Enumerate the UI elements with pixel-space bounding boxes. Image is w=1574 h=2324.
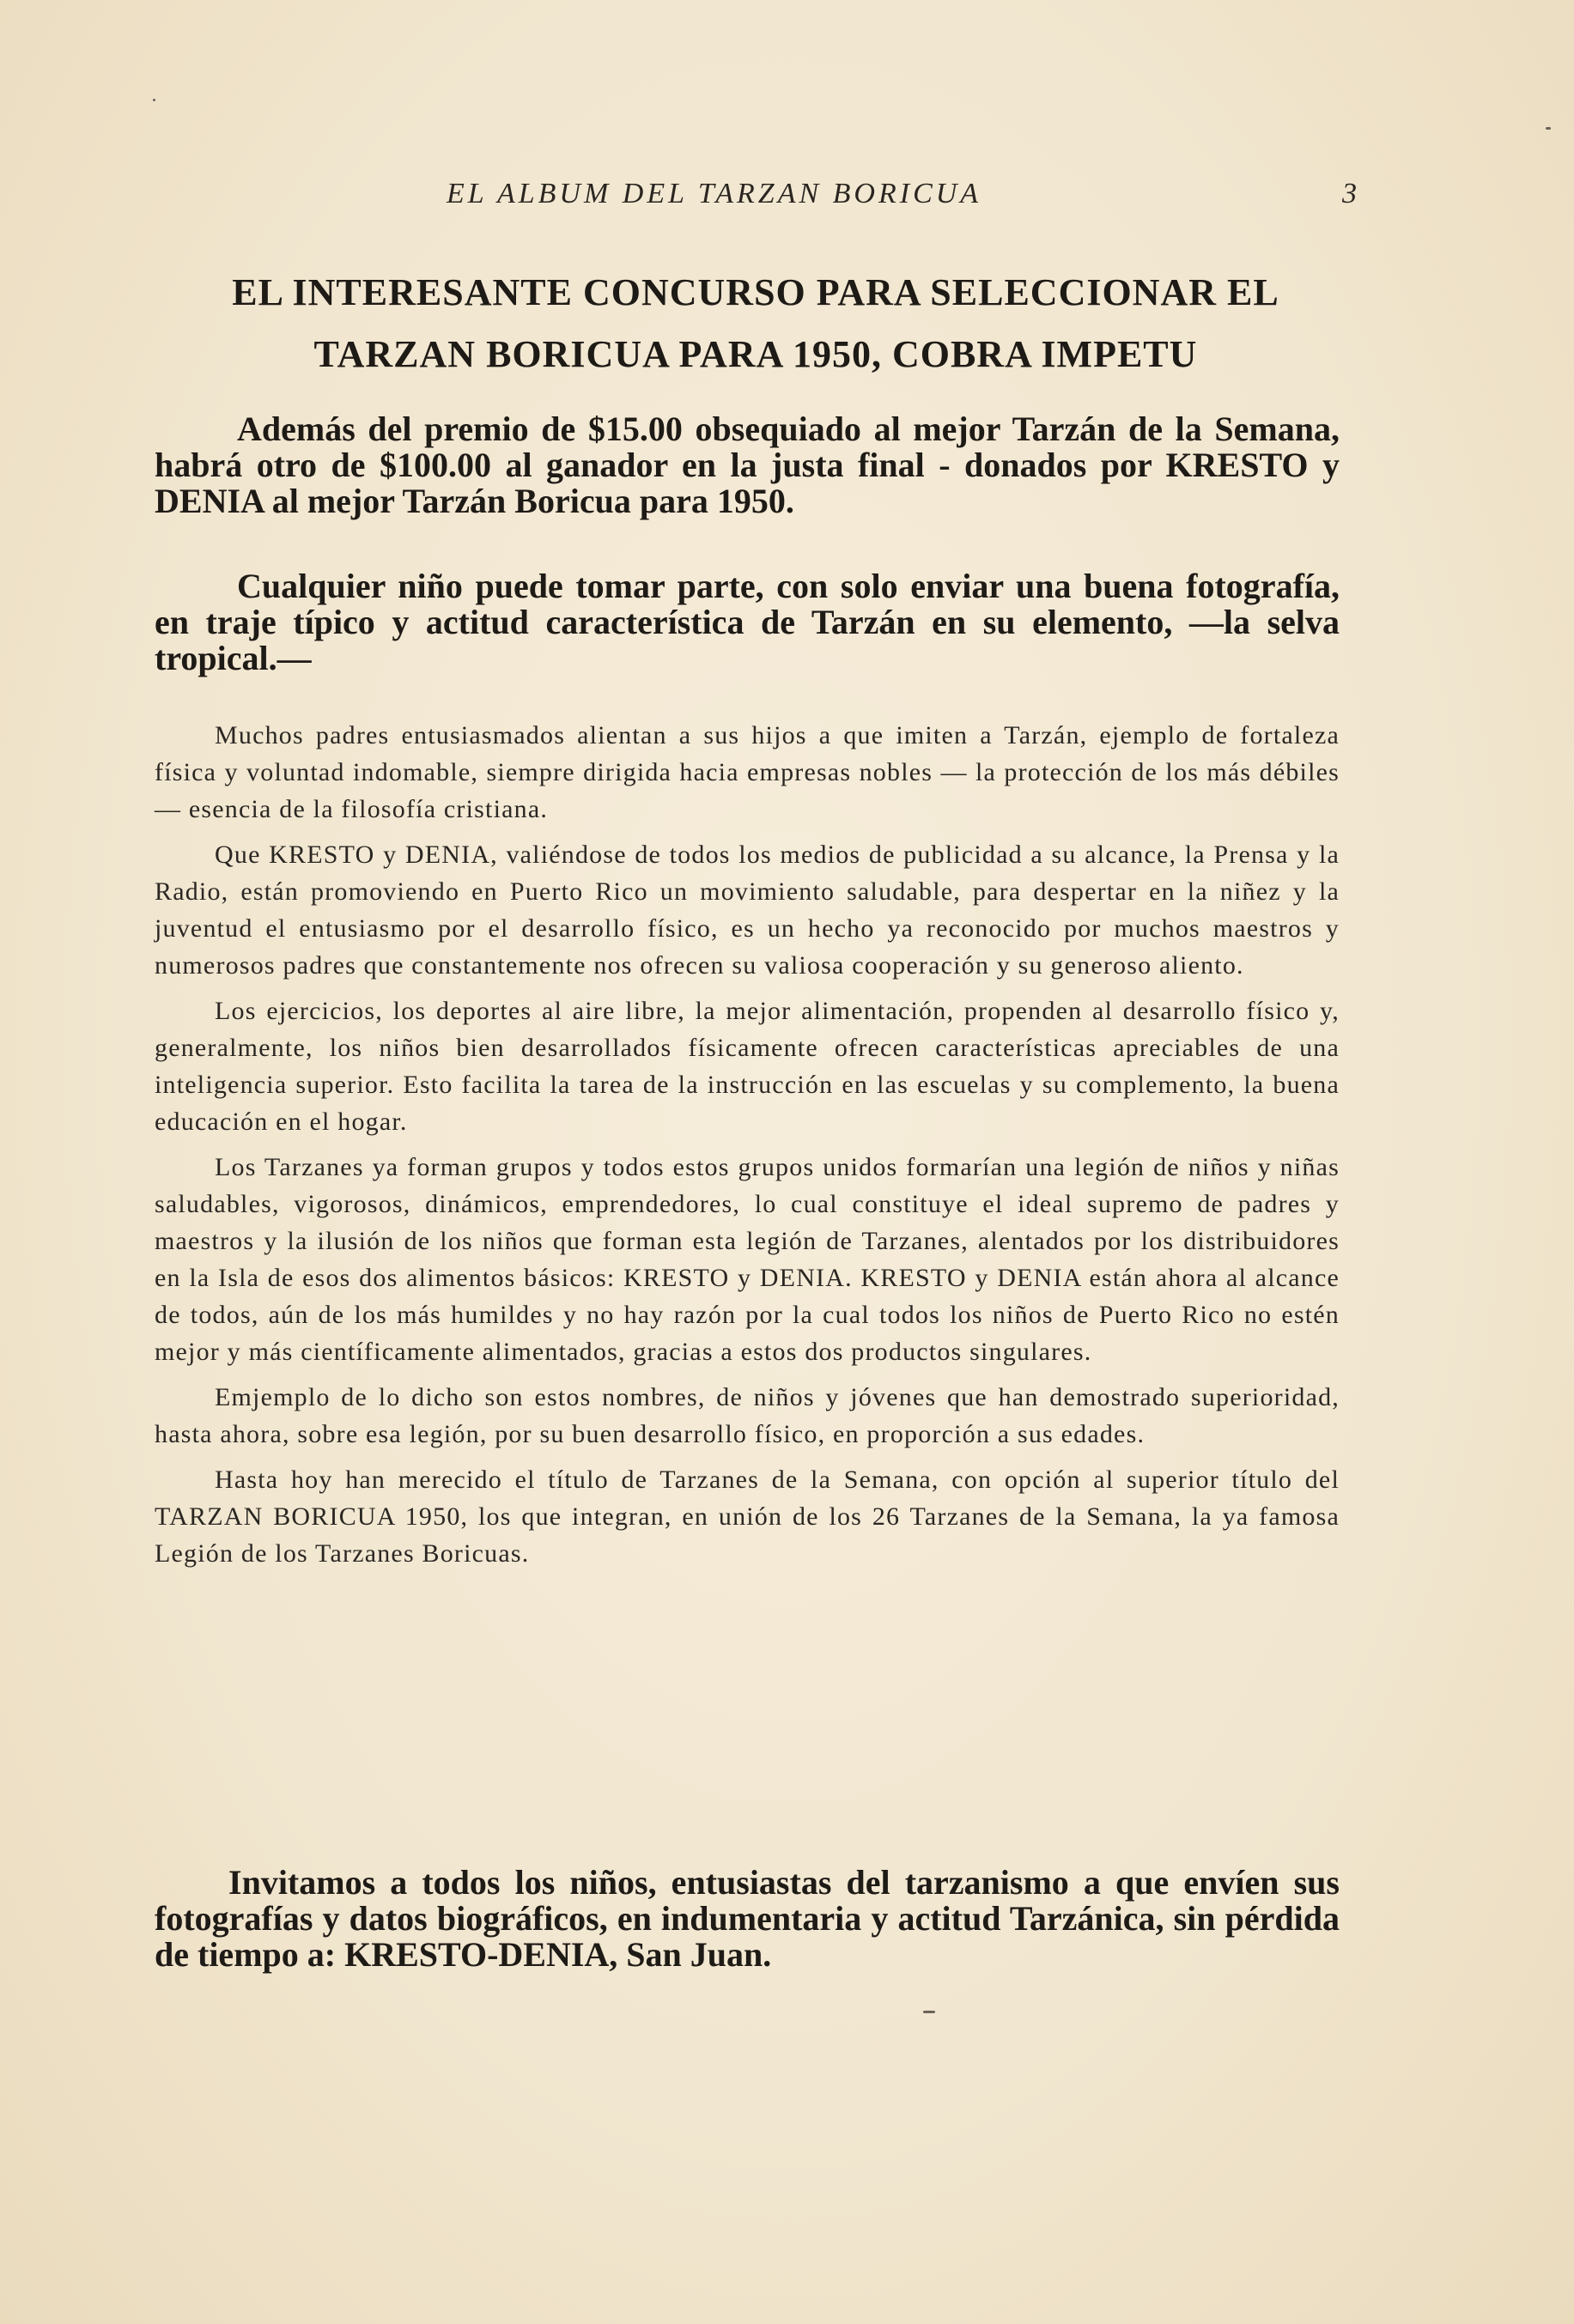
running-title: EL ALBUM DEL TARZAN BORICUA — [447, 178, 982, 209]
article-headline — [155, 262, 1357, 385]
article-body — [155, 717, 1340, 1581]
page-number: 3 — [1342, 178, 1357, 209]
print-speck — [1546, 127, 1551, 130]
headline-line-2: TARZAN BORICUA PARA 1950, COBRA IMPETU — [313, 333, 1198, 375]
print-speck — [153, 99, 155, 101]
lead-paragraph-eligibility: Cualquier niño puede tomar parte, con solo enviar una buena fotografía, en traje típico y actitud característica de Tarzán en su elemento, —la selva tropical.— — [155, 567, 1340, 677]
body-paragraph: Los Tarzanes ya forman grupos y todos estos grupos unidos formarían una legión de niños y niñas saludables, vigorosos, dinámicos, emprendedores, lo cual constituye el ideal supremo de padres y maestros y la ilusión de los niños que forman esta legión de Tarzanes, alentados por los distribuidores en la Isla de esos dos alimentos básicos: KRESTO y DENIA. KRESTO y DENIA están ahora al alcance de todos, aún de los más humildes y no hay razón por la cual todos los niños de Puerto Rico no estén mejor y más científicamente alimentados, gracias a estos dos productos singulares. — [155, 1153, 1340, 1366]
closing-invitation: Invitamos a todos los niños, entusiastas del tarzanismo a que envíen sus fotografías y datos biográficos, en indumentaria y actitud Tarzánica, sin pérdida de tiempo a: KRESTO-DENIA, San Juan. — [155, 1863, 1340, 1974]
body-paragraph: Hasta hoy han merecido el título de Tarzanes de la Semana, con opción al superior título del TARZAN BORICUA 1950, los que integran, en unión de los 26 Tarzanes de la Semana, la ya famosa Legión de los Tarzanes Boricuas. — [155, 1465, 1340, 1568]
lead-paragraph-prize: Además del premio de $15.00 obsequiado al mejor Tarzán de la Semana, habrá otro de $100.00 al ganador en la justa final - donados por KRESTO y DENIA al mejor Tarzán Boricua para 1950. — [155, 410, 1340, 520]
body-paragraph: Muchos padres entusiasmados alientan a sus hijos a que imiten a Tarzán, ejemplo de fortaleza física y voluntad indomable, siempre dirigida hacia empresas nobles — la protección de los más débiles — esencia de la filosofía cristiana. — [155, 721, 1340, 823]
running-header — [155, 178, 1357, 221]
headline-line-1: EL INTERESANTE CONCURSO PARA SELECCIONAR EL — [232, 271, 1279, 313]
body-paragraph: Emjemplo de lo dicho son estos nombres, de niños y jóvenes que han demostrado superioridad, hasta ahora, sobre esa legión, por su buen desarrollo físico, en proporción a sus edades. — [155, 1383, 1340, 1448]
body-paragraph: Los ejercicios, los deportes al aire libre, la mejor alimentación, propenden al desarrollo físico y, generalmente, los niños bien desarrollados físicamente ofrecen características apreciables de una inteligencia superior. Esto facilita la tarea de la instrucción en las escuelas y su complemento, la buena educación en el hogar. — [155, 997, 1340, 1136]
print-speck — [923, 2011, 935, 2013]
body-paragraph: Que KRESTO y DENIA, valiéndose de todos los medios de publicidad a su alcance, la Prensa y la Radio, están promoviendo en Puerto Rico un movimiento saludable, para despertar en la niñez y la juventud el entusiasmo por el desarrollo físico, es un hecho ya reconocido por muchos maestros y numerosos padres que constantemente nos ofrecen su valiosa cooperación y su generoso aliento. — [155, 840, 1340, 980]
